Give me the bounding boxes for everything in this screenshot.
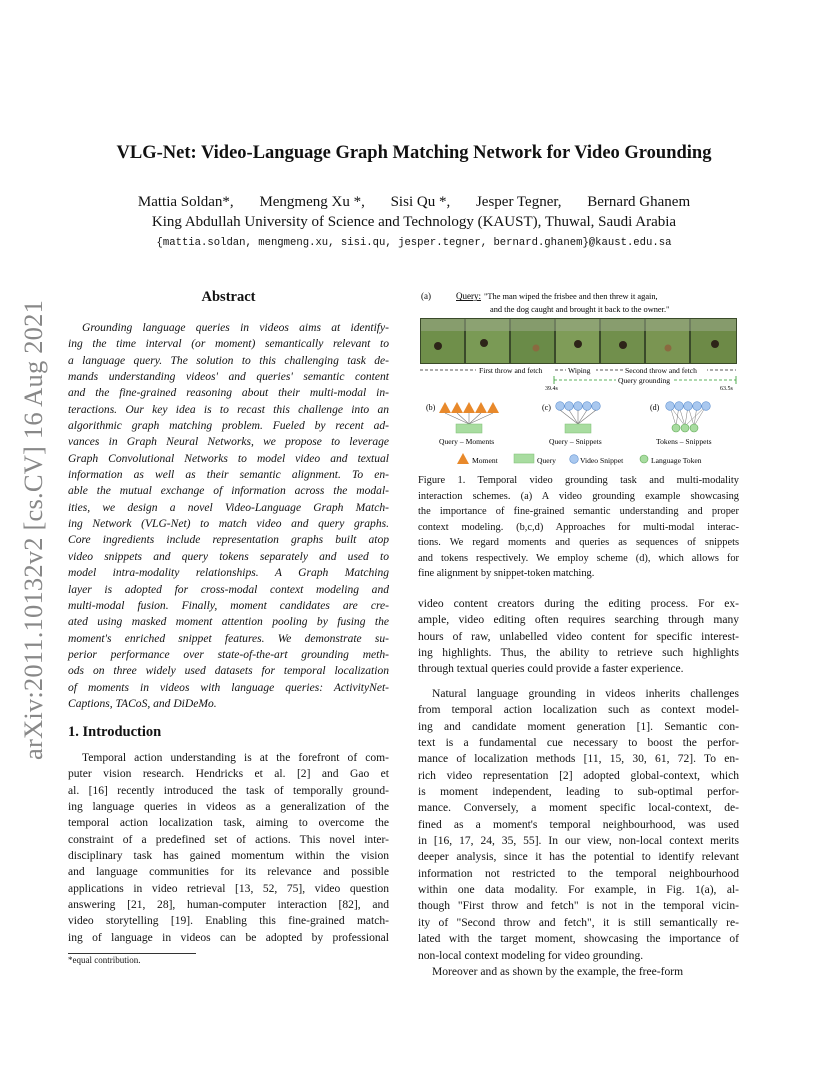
abstract-body <box>68 320 389 712</box>
intro-paragraph <box>68 750 389 946</box>
text-line: ities, we design a novel Video-Language Graph Match- <box>68 501 389 514</box>
text-line: interaction schemes. (a) A video grounding example showcasing <box>418 490 739 502</box>
segment-wiping-label: Wiping <box>568 366 591 375</box>
time-end: 63.5s <box>720 386 733 392</box>
text-line: Moreover and as shown by the example, the free-form <box>432 965 684 978</box>
text-line: able the mutual exchange of information across the modal- <box>68 485 389 498</box>
text-line: Captions, TACoS, and DiDeMo. <box>68 697 217 710</box>
text-line: though "First throw and fetch" is not in the temporal vicin- <box>418 900 739 913</box>
snippet-node <box>565 402 574 411</box>
moment-triangle <box>487 402 499 413</box>
legend-snippet-icon <box>570 455 579 464</box>
text-line: of moments in videos with language queries: ActivityNet- <box>68 681 389 694</box>
panel-c-caption: Query – Snippets <box>549 437 602 446</box>
text-line: Core ingredients include representation graphs built atop <box>68 534 389 547</box>
text-line: mance of localization methods [11, 15, 30, 61, 72]. To en- <box>418 753 739 766</box>
text-line: within one data modality. For example, in Fig. 1(a), al- <box>418 884 739 897</box>
text-line: video content creators during the editing process. For ex- <box>418 598 739 610</box>
legend-moment-icon <box>457 453 469 464</box>
text-line: constraint of a predefined set of actions. This novel inter- <box>68 833 389 846</box>
text-line: information not restricted to the temporal neighbourhood <box>418 867 739 880</box>
moment-triangle <box>475 402 487 413</box>
panel-b-label: (b) <box>426 403 436 412</box>
text-line: Grounding language queries in videos aims at identify- <box>82 322 389 334</box>
text-line: teractions. Our key idea is to recast this challenge into an <box>68 403 389 416</box>
panel-c-snippets <box>556 402 601 411</box>
query-box <box>565 424 591 433</box>
legend-snippet: Video Snippet <box>580 456 624 465</box>
text-line: video snippets and query tokens separately and used to <box>68 550 389 563</box>
text-line: Graph Convolutional Networks to model video and textual <box>68 452 389 465</box>
text-line: ample, video editing often requires searching through many <box>418 614 739 627</box>
panel-c-label: (c) <box>542 403 551 412</box>
text-line: ing language queries in videos as a generalization of the <box>68 801 389 814</box>
text-line: a language query. The solution to this challenging task de- <box>68 354 389 367</box>
query-label: Query: <box>456 291 481 301</box>
frame-figure <box>574 340 582 348</box>
text-line: information as well as their semantic alignment. To en- <box>68 469 389 482</box>
text-line: ing the time interval (or moment) semantically relevant to <box>68 338 389 351</box>
query-box <box>456 424 482 433</box>
text-line: from temporal action localization such as context model- <box>418 704 739 717</box>
frame-figure <box>711 340 719 348</box>
text-line: mands understanding videos' and queries' semantic content <box>68 371 389 384</box>
query-grounding-label: Query grounding <box>618 376 671 385</box>
snippet-node <box>675 402 684 411</box>
snippet-node <box>693 402 702 411</box>
text-line: mance. Conversely, a moment specific local-context, de- <box>418 802 739 815</box>
text-line: the importance of fine-grained semantic understanding and proper <box>418 506 739 517</box>
author: Bernard Ghanem <box>587 194 691 210</box>
arxiv-stamp <box>14 282 54 762</box>
text-line: and language communities for its relevance and possible <box>68 866 389 879</box>
moment-triangle <box>439 402 451 413</box>
text-line: Temporal action understanding is at the forefront of com- <box>82 752 389 764</box>
text-line: and tokens respectively. We employ scheme (d), which allows for <box>418 552 739 564</box>
section-heading-introduction: 1. Introduction <box>68 724 162 740</box>
text-line: rich video representation [2] adopted global-context, which <box>418 769 739 782</box>
text-line: model intra-modality relationships. A Graph Matching <box>68 567 389 580</box>
text-line: algorithmic graph matching problem. Fueled by recent ad- <box>68 420 389 433</box>
snippet-node <box>666 402 675 411</box>
snippet-node <box>583 402 592 411</box>
arxiv-stamp-text: arXiv:2011.10132v2 [cs.CV] 16 Aug 2021 <box>18 299 48 760</box>
text-line: and the fine-grained reasoning about their multi-modal in- <box>68 387 389 400</box>
query-text-1: "The man wiped the frisbee and then threw it again, <box>484 292 658 301</box>
abstract-heading: Abstract <box>201 289 256 305</box>
text-line: hours of raw, unlabelled video content for specific interest- <box>418 630 739 643</box>
panel-b-edges <box>445 413 493 424</box>
video-frames <box>420 318 737 364</box>
snippet-node <box>702 402 711 411</box>
text-line: ing highlights. Thus, the ability to retrieve such highlights <box>418 647 739 660</box>
frame-figure <box>619 341 627 349</box>
text-line: layer is adopted for cross-modal context modeling and <box>68 583 389 596</box>
text-line: ing of language in videos can be adopted by professional <box>68 931 389 944</box>
text-line: disciplinary task has gained momentum within the vision <box>68 850 389 863</box>
text-line: ing Network (VLG-Net) to match video and query graphs. <box>68 518 389 531</box>
text-line: ity of "Second throw and fetch", it is still semantically re- <box>418 916 739 929</box>
moment-triangle <box>463 402 475 413</box>
legend-token-icon <box>640 455 648 463</box>
text-line: applications in video retrieval [13, 52, 75], video question <box>68 882 389 895</box>
author-list <box>0 194 828 211</box>
frame-figure <box>434 342 442 350</box>
text-line: video storytelling [19]. Enabling this fine-grained match- <box>68 915 389 928</box>
segment-second-label: Second throw and fetch <box>625 366 697 375</box>
legend-moment: Moment <box>472 456 498 465</box>
text-line: tions. We regard moments and queries as sequences of snippets <box>418 537 739 548</box>
frame-figure <box>533 345 540 352</box>
segment-first-label: First throw and fetch <box>479 366 543 375</box>
text-line: al. [16] recently introduced the task of temporally ground- <box>68 784 389 797</box>
snippet-node <box>684 402 693 411</box>
token-node <box>690 424 698 432</box>
text-line: non-local context modeling for video grounding. <box>418 949 644 962</box>
text-line: ing and candidate moment generation [1]. Semantic con- <box>418 720 739 733</box>
text-line: text is a fundamental cue necessary to boost the perfor- <box>418 737 739 750</box>
footnote-rule <box>68 953 196 954</box>
panel-d-snippets <box>666 402 711 411</box>
frame-figure <box>480 339 488 347</box>
text-line: deeper analysis, since it has the potential to identify relevant <box>418 851 739 864</box>
panel-a-label: (a) <box>421 291 431 301</box>
panel-d-label: (d) <box>650 403 660 412</box>
text-line: temporal action localization task, aiming to overcome the <box>68 817 389 830</box>
author: Mengmeng Xu *, <box>259 194 365 210</box>
author-emails: {mattia.soldan, mengmeng.xu, sisi.qu, jesper.tegner, bernard.ghanem}@kaust.edu.sa <box>156 237 672 249</box>
token-node <box>672 424 680 432</box>
right-paragraph-1 <box>418 596 739 678</box>
snippet-node <box>556 402 565 411</box>
footnote: *equal contribution. <box>68 955 141 965</box>
text-line: vances in Graph Neural Networks, we propose to leverage <box>68 436 389 449</box>
text-line: perior performance over state-of-the-art grounding meth- <box>68 648 389 661</box>
legend-query: Query <box>537 456 556 465</box>
text-line: ods on three widely used datasets for temporal localization <box>68 665 389 678</box>
frame-figure <box>665 345 672 352</box>
moment-triangle <box>451 402 463 413</box>
author: Mattia Soldan*, <box>137 194 234 210</box>
affiliation: King Abdullah University of Science and Technology (KAUST), Thuwal, Saudi Arabia <box>151 214 677 230</box>
text-line: Figure 1. Temporal video grounding task and multi-modality <box>418 475 739 486</box>
text-line: is moment independent, leading to sub-optimal perfor- <box>418 786 739 799</box>
text-line: in [16, 17, 24, 35, 55]. In our view, non-local context merits <box>418 835 739 848</box>
snippet-node <box>574 402 583 411</box>
legend-query-icon <box>514 454 534 463</box>
text-line: Natural language grounding in videos inherits challenges <box>432 688 739 700</box>
text-line: answering [21, 28], human-computer interaction [82], and <box>68 899 389 912</box>
text-line: context modeling. (b,c,d) Approaches for multi-modal interac- <box>418 521 739 533</box>
figure-1 <box>418 288 740 470</box>
panel-b-caption: Query – Moments <box>439 437 495 446</box>
author: Sisi Qu *, <box>390 194 451 210</box>
figure-legend <box>457 453 702 465</box>
frame-background <box>421 319 736 331</box>
text-line: through textual queries could provide a faster experience. <box>418 663 684 676</box>
author: Jesper Tegner, <box>475 194 562 210</box>
panel-b-moments <box>439 402 499 413</box>
panel-d-caption: Tokens – Snippets <box>656 437 712 446</box>
right-paragraph-2 <box>418 686 739 980</box>
text-line: ated using masked moment attention pooling by fusing the <box>68 616 389 629</box>
panel-c-edges <box>560 410 596 424</box>
panel-d-tokens <box>672 424 698 432</box>
text-line: fined as a moment's temporal neighbourhood, was used <box>418 818 739 831</box>
time-start: 39.4s <box>545 386 558 392</box>
text-line: lated with the target moment, showcasing the importance of <box>418 933 739 946</box>
snippet-node <box>592 402 601 411</box>
text-line: moment's enriched snippet features. We demonstrate su- <box>68 632 389 645</box>
paper-title: VLG-Net: Video-Language Graph Matching Network for Video Grounding <box>116 143 712 163</box>
legend-token: Language Token <box>651 456 702 465</box>
text-line: multi-modal fusion. Finally, moment candidates are cre- <box>68 599 389 612</box>
query-text-2: and the dog caught and brought it back to the owner." <box>490 305 670 314</box>
text-line: puter vision research. Hendricks et al. [2] and Gao et <box>68 768 389 781</box>
text-line: fine alignment by snippet-token matching. <box>418 568 595 579</box>
figure-1-caption <box>418 473 739 582</box>
token-node <box>681 424 689 432</box>
